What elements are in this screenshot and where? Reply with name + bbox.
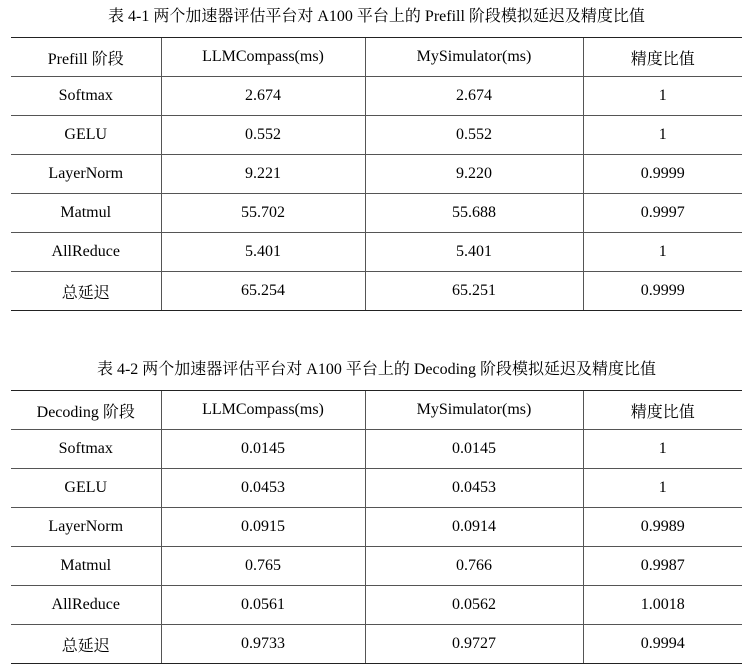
cell-mysimulator: 0.0145 [365,430,583,469]
column-header-accuracy-ratio: 精度比值 [583,38,742,77]
prefill-latency-table [11,37,742,311]
cell-ratio: 1 [583,233,742,272]
cell-ratio: 1.0018 [583,586,742,625]
cell-ratio: 0.9987 [583,547,742,586]
column-header-llmcompass: LLMCompass(ms) [161,38,365,77]
table-row [11,77,742,116]
cell-llmcompass: 0.552 [161,116,365,155]
cell-stage: AllReduce [11,586,161,625]
table-caption-decoding: 表 4-2 两个加速器评估平台对 A100 平台上的 Decoding 阶段模拟延迟及精度比值 [96,361,657,378]
cell-stage: GELU [11,116,161,155]
cell-llmcompass: 9.221 [161,155,365,194]
column-header-llmcompass: LLMCompass(ms) [161,391,365,430]
cell-llmcompass: 0.0915 [161,508,365,547]
cell-mysimulator: 0.0914 [365,508,583,547]
cell-ratio: 0.9989 [583,508,742,547]
cell-ratio: 0.9994 [583,625,742,664]
cell-stage: 总延迟 [11,625,161,664]
column-header-mysimulator: MySimulator(ms) [365,391,583,430]
table-row [11,155,742,194]
column-header-stage: Prefill 阶段 [11,38,161,77]
cell-stage: 总延迟 [11,272,161,311]
table-caption-prefill: 表 4-1 两个加速器评估平台对 A100 平台上的 Prefill 阶段模拟延迟及精度比值 [108,8,645,25]
cell-llmcompass: 0.9733 [161,625,365,664]
total-row [11,272,742,311]
table-row [11,194,742,233]
cell-mysimulator: 9.220 [365,155,583,194]
table-row [11,233,742,272]
cell-stage: AllReduce [11,233,161,272]
column-header-stage: Decoding 阶段 [11,391,161,430]
column-header-accuracy-ratio: 精度比值 [583,391,742,430]
cell-stage: Matmul [11,547,161,586]
table-row [11,508,742,547]
table-row [11,547,742,586]
cell-mysimulator: 2.674 [365,77,583,116]
cell-llmcompass: 55.702 [161,194,365,233]
cell-stage: LayerNorm [11,155,161,194]
cell-llmcompass: 0.0561 [161,586,365,625]
cell-mysimulator: 5.401 [365,233,583,272]
column-header-mysimulator: MySimulator(ms) [365,38,583,77]
decoding-latency-table [11,390,742,664]
cell-stage: Softmax [11,77,161,116]
cell-stage: Softmax [11,430,161,469]
cell-mysimulator: 0.0453 [365,469,583,508]
table-row [11,586,742,625]
cell-mysimulator: 0.766 [365,547,583,586]
cell-llmcompass: 65.254 [161,272,365,311]
table-row [11,116,742,155]
cell-llmcompass: 5.401 [161,233,365,272]
cell-llmcompass: 2.674 [161,77,365,116]
cell-ratio: 0.9997 [583,194,742,233]
cell-ratio: 1 [583,116,742,155]
cell-mysimulator: 65.251 [365,272,583,311]
cell-llmcompass: 0.765 [161,547,365,586]
cell-mysimulator: 0.0562 [365,586,583,625]
table-row [11,469,742,508]
cell-llmcompass: 0.0453 [161,469,365,508]
header-row [11,391,742,430]
cell-llmcompass: 0.0145 [161,430,365,469]
cell-ratio: 1 [583,77,742,116]
cell-mysimulator: 0.9727 [365,625,583,664]
cell-mysimulator: 0.552 [365,116,583,155]
cell-ratio: 1 [583,469,742,508]
cell-stage: LayerNorm [11,508,161,547]
cell-ratio: 0.9999 [583,155,742,194]
total-row [11,625,742,664]
header-row [11,38,742,77]
cell-ratio: 1 [583,430,742,469]
cell-stage: GELU [11,469,161,508]
cell-mysimulator: 55.688 [365,194,583,233]
cell-stage: Matmul [11,194,161,233]
table-row [11,430,742,469]
cell-ratio: 0.9999 [583,272,742,311]
